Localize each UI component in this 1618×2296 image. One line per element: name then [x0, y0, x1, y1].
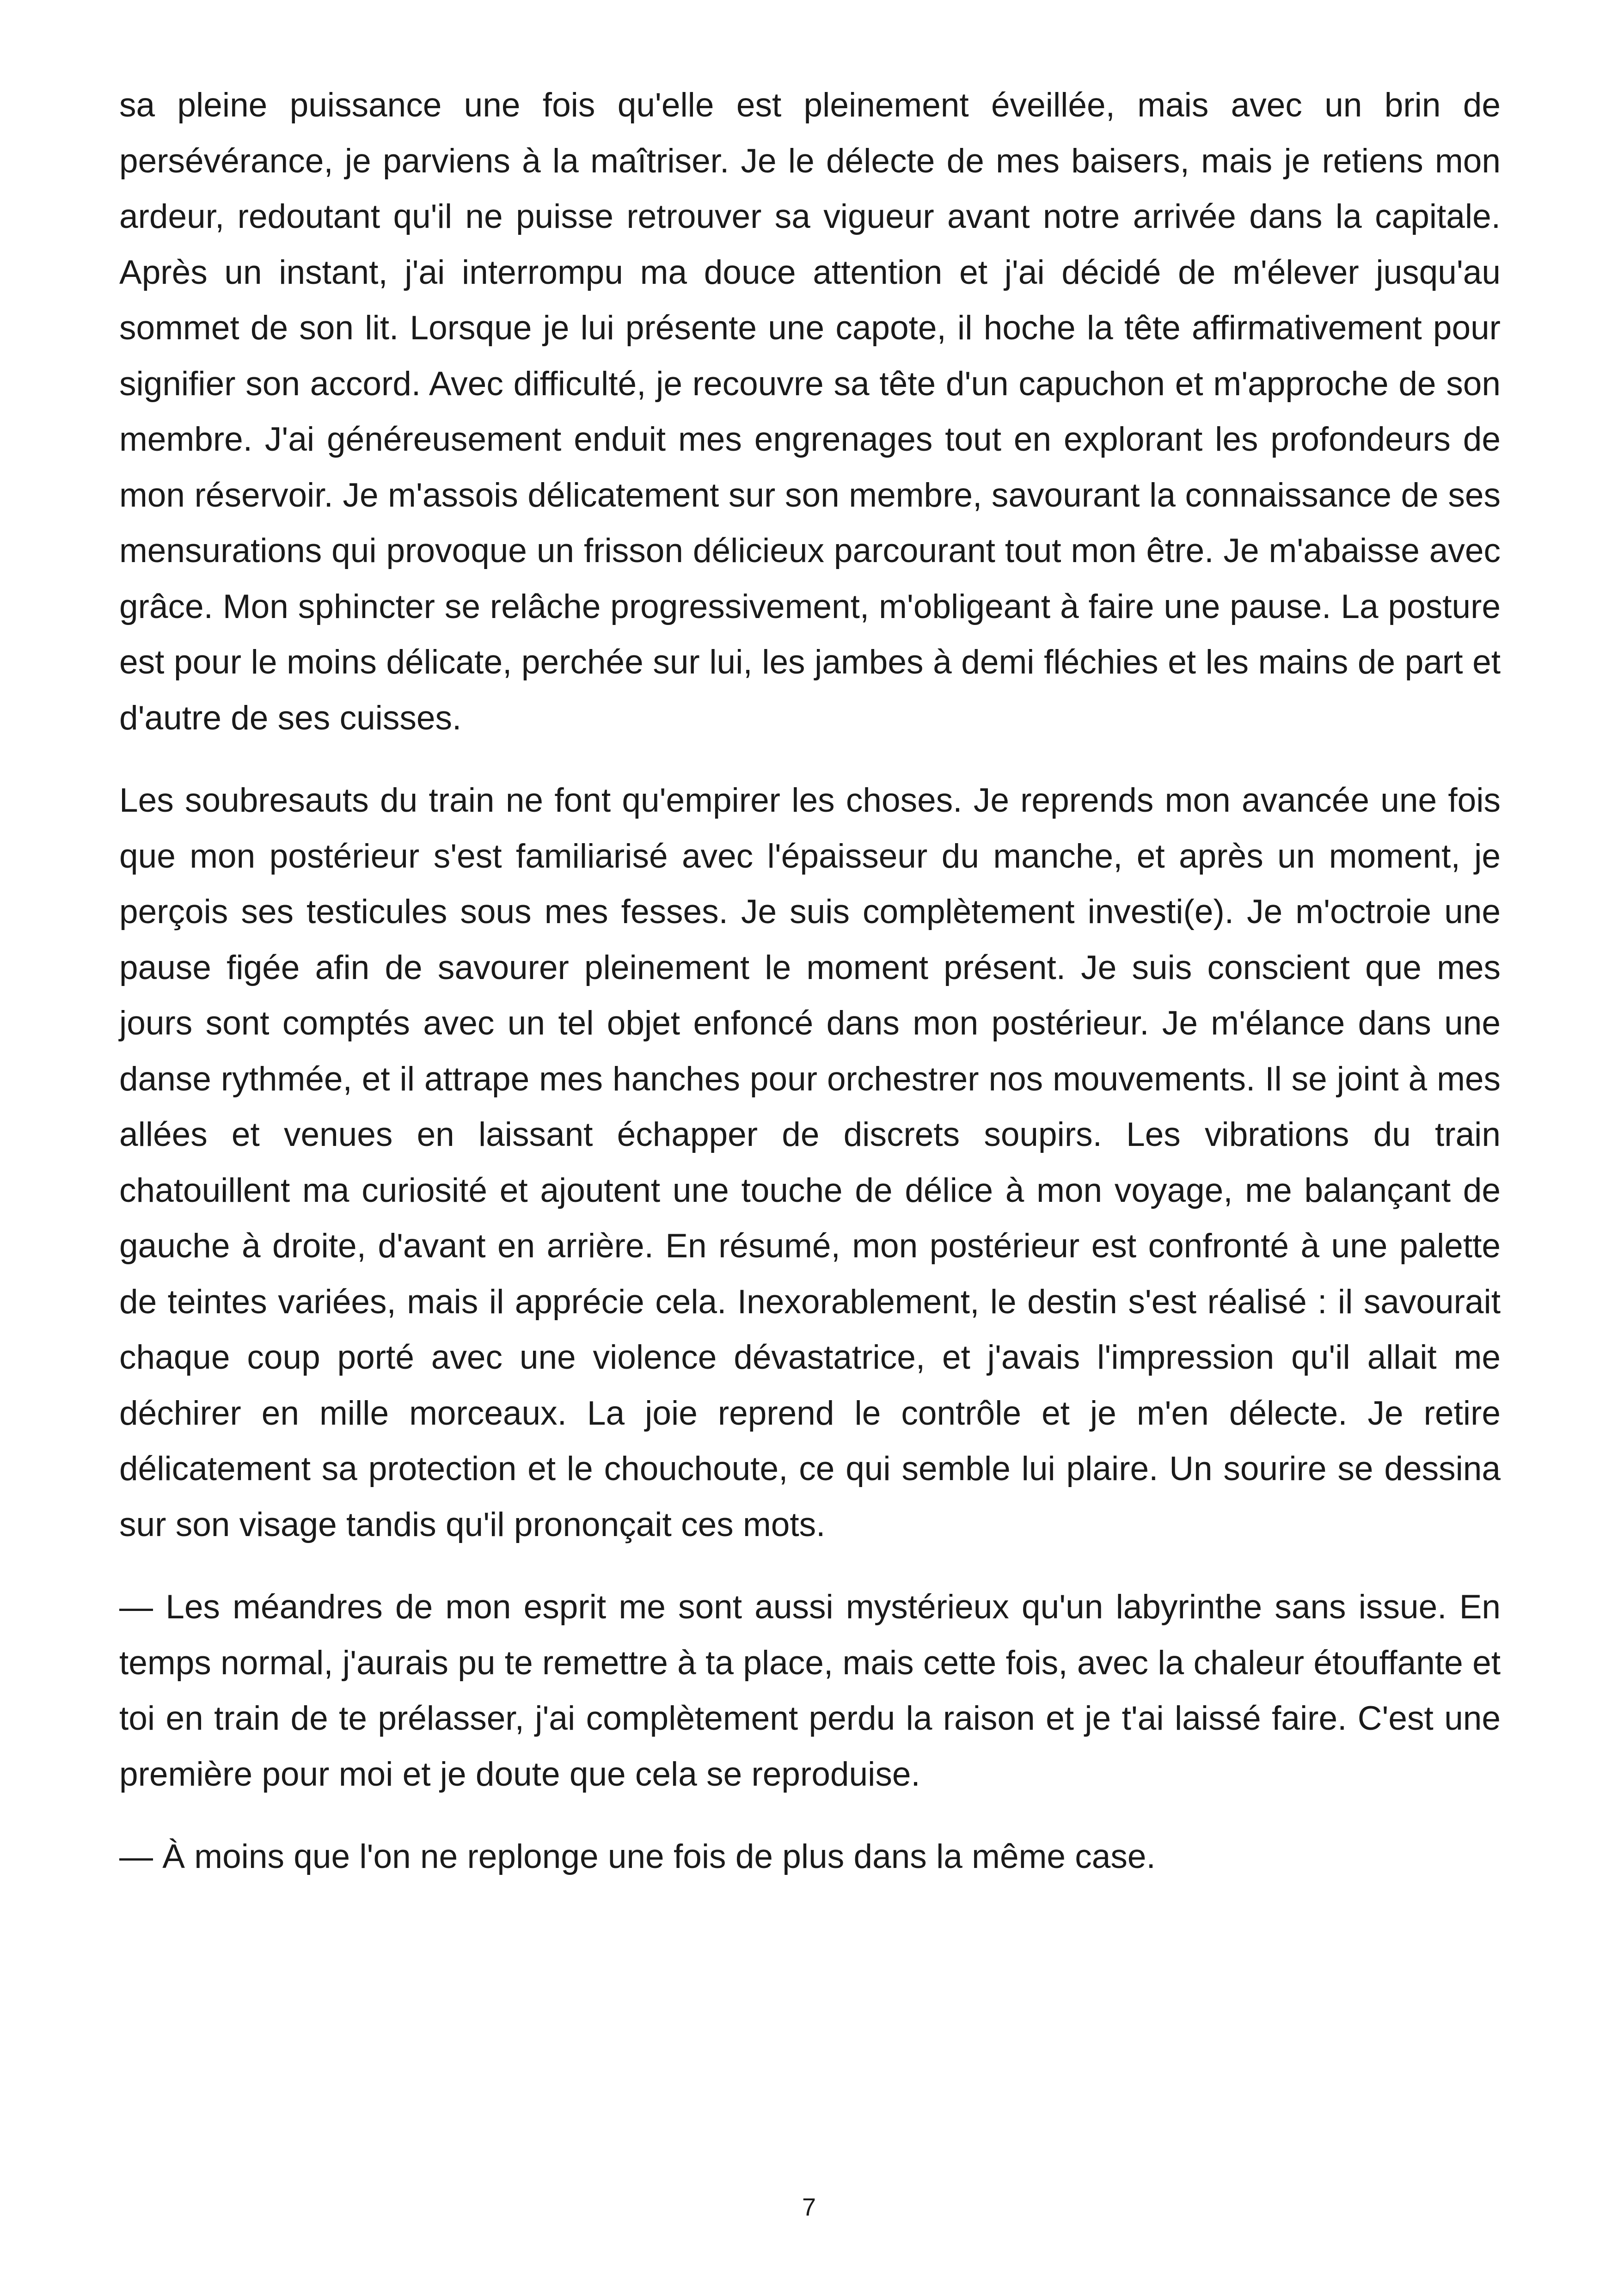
document-page — [119, 78, 1501, 1885]
paragraph-3: — Les méandres de mon esprit me sont aussi mystérieux qu'un labyrinthe sans issue. En temps normal, j'aurais pu te remettre à ta place, mais cette fois, avec la chaleur étouffante et toi en train de te prélasser, j'ai complètement perdu la raison et je t'ai laissé faire. C'est une première pour moi et je doute que cela se reproduise. — [119, 1588, 1501, 1793]
paragraph-2: Les soubresauts du train ne font qu'empirer les choses. Je reprends mon avancée une fois que mon postérieur s'est familiarisé avec l'épaisseur du manche, et après un moment, je perçois ses testicules sous mes fesses. Je suis complètement investi(e). Je m'octroie une pause figée afin de savourer pleinement le moment présent. Je suis conscient que mes jours sont comptés avec un tel objet enfoncé dans mon postérieur. Je m'élance dans une danse rythmée, et il attrape mes hanches pour orchestrer nos mouvements. Il se joint à mes allées et venues en laissant échapper de discrets soupirs. Les vibrations du train chatouillent ma curiosité et ajoutent une touche de délice à mon voyage, me balançant de gauche à droite, d'avant en arrière. En résumé, mon postérieur est confronté à une palette de teintes variées, mais il apprécie cela. Inexorablement, le destin s'est réalisé : il savourait chaque coup porté avec une violence dévastatrice, et j'avais l'impression qu'il allait me déchirer en mille morceaux. La joie reprend le contrôle et je m'en délecte. Je retire délicatement sa protection et le chouchoute, ce qui semble lui plaire. Un sourire se dessina sur son visage tandis qu'il prononçait ces mots. — [119, 782, 1501, 1543]
paragraph-4: — À moins que l'on ne replonge une fois de plus dans la même case. — [119, 1838, 1156, 1875]
paragraph-1: sa pleine puissance une fois qu'elle est pleinement éveillée, mais avec un brin de persévérance, je parviens à la maîtriser. Je le délecte de mes baisers, mais je retiens mon ardeur, redoutant qu'il ne puisse retrouver sa vigueur avant notre arrivée dans la capitale. Après un instant, j'ai interrompu ma douce attention et j'ai décidé de m'élever jusqu'au sommet de son lit. Lorsque je lui présente une capote, il hoche la tête affirmativement pour signifier son accord. Avec difficulté, je recouvre sa tête d'un capuchon et m'approche de son membre. J'ai généreusement enduit mes engrenages tout en explorant les profondeurs de mon réservoir. Je m'assois délicatement sur son membre, savourant la connaissance de ses mensurations qui provoque un frisson délicieux parcourant tout mon être. Je m'abaisse avec grâce. Mon sphincter se relâche progressivement, m'obligeant à faire une pause. La posture est pour le moins délicate, perchée sur lui, les jambes à demi fléchies et les mains de part et d'autre de ses cuisses. — [119, 86, 1501, 737]
page-number: 7 — [802, 2193, 816, 2221]
